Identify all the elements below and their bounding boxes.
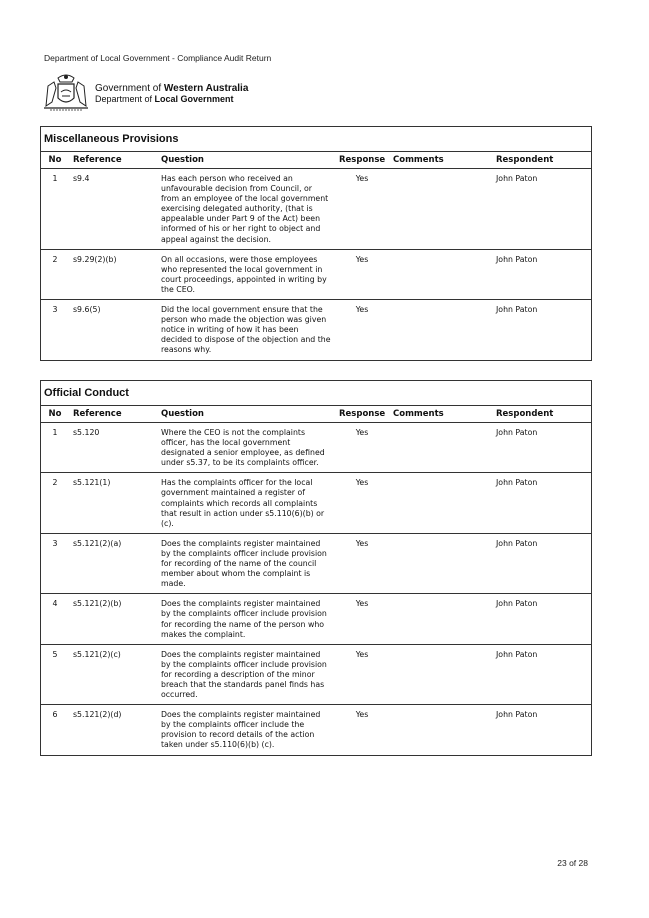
cell-response: Yes bbox=[355, 710, 369, 720]
cell-no: 5 bbox=[41, 644, 69, 704]
cell-response: Yes bbox=[335, 249, 389, 299]
col-no: No bbox=[41, 152, 69, 169]
cell-question: Does the complaints register maintained by the complaints officer include provision for recording a description of the minor breach that the standards panel finds has occurred. bbox=[157, 644, 335, 704]
cell-reference: s5.121(2)(c) bbox=[69, 644, 157, 704]
cell-respondent: John Paton bbox=[492, 473, 591, 533]
cell-no: 1 bbox=[41, 169, 69, 250]
cell-reference: s5.121(1) bbox=[69, 473, 157, 533]
cell-question: On all occasions, were those employees who represented the local government in court proceedings, appointed in writing by the CEO. bbox=[157, 249, 335, 299]
cell-response: Yes bbox=[335, 473, 389, 533]
table-header-row bbox=[41, 152, 591, 169]
table-row bbox=[41, 249, 591, 299]
section-title: Official Conduct bbox=[41, 381, 591, 406]
cell-no: 6 bbox=[52, 710, 58, 720]
cell-reference: s9.4 bbox=[69, 169, 157, 250]
page-number: 23 of 28 bbox=[557, 858, 588, 868]
cell-comments bbox=[389, 644, 492, 704]
cell-no: 2 bbox=[41, 473, 69, 533]
col-respondent: Respondent bbox=[492, 406, 591, 423]
cell-comments bbox=[389, 169, 492, 250]
cell-respondent: John Paton bbox=[492, 644, 591, 704]
cell-comments bbox=[389, 473, 492, 533]
cell-comments bbox=[389, 300, 492, 360]
misc-table bbox=[41, 152, 591, 360]
cell-respondent: John Paton bbox=[492, 594, 591, 644]
col-respondent: Respondent bbox=[492, 152, 591, 169]
government-branding bbox=[95, 84, 248, 104]
cell-no: 4 bbox=[41, 594, 69, 644]
cell-reference: s9.29(2)(b) bbox=[69, 249, 157, 299]
cell-no: 3 bbox=[52, 305, 58, 315]
cell-comments bbox=[389, 249, 492, 299]
cell-reference: s5.120 bbox=[69, 423, 157, 473]
cell-reference: s5.121(2)(d) bbox=[73, 710, 122, 720]
table-header-row bbox=[41, 406, 591, 423]
cell-respondent: John Paton bbox=[496, 710, 538, 720]
cell-question: Does the complaints register maintained by the complaints officer include the provision to record details of the action taken under s5.110(6)(b) (c). bbox=[161, 710, 321, 750]
col-comments: Comments bbox=[389, 406, 492, 423]
cell-comments bbox=[389, 594, 492, 644]
table-row bbox=[41, 423, 591, 473]
cell-reference: s5.121(2)(a) bbox=[69, 533, 157, 593]
table-row bbox=[41, 473, 591, 533]
cell-comments bbox=[389, 423, 492, 473]
col-comments: Comments bbox=[389, 152, 492, 169]
crest-logo-icon bbox=[40, 72, 92, 112]
table-row bbox=[41, 644, 591, 704]
cell-reference: s5.121(2)(b) bbox=[69, 594, 157, 644]
cell-response: Yes bbox=[335, 594, 389, 644]
table-row bbox=[41, 533, 591, 593]
col-response: Response bbox=[335, 152, 389, 169]
table-row bbox=[41, 594, 591, 644]
cell-question: Has the complaints officer for the local government maintained a register of complaints which records all complaints that result in action under s5.110(6)(b) or (c). bbox=[157, 473, 335, 533]
cell-respondent: John Paton bbox=[492, 533, 591, 593]
table-row bbox=[41, 169, 591, 250]
cell-question: Has each person who received an unfavourable decision from Council, or from an employee of the local government exercising delegated authority, (that is appealable under Part 9 of the Act) been informed of his or her right to object and appeal against the decision. bbox=[157, 169, 335, 250]
cell-response: Yes bbox=[335, 169, 389, 250]
cell-reference: s9.6(5) bbox=[73, 305, 101, 315]
gov-line-1: Government of Western Australia bbox=[95, 83, 249, 94]
cell-response: Yes bbox=[355, 305, 369, 315]
document-header-title: Department of Local Government - Compliance Audit Return bbox=[44, 53, 272, 63]
cell-response: Yes bbox=[335, 644, 389, 704]
table-row bbox=[41, 300, 591, 360]
col-question: Question bbox=[157, 406, 335, 423]
section-official-conduct bbox=[40, 380, 592, 756]
table-row bbox=[41, 705, 591, 755]
cell-question: Does the complaints register maintained by the complaints officer include provision for recording the name of the person who makes the complaint. bbox=[157, 594, 335, 644]
official-table bbox=[41, 406, 591, 755]
gov-line-2: Department of Local Government bbox=[95, 94, 234, 104]
cell-response: Yes bbox=[335, 533, 389, 593]
cell-no: 1 bbox=[41, 423, 69, 473]
cell-no: 3 bbox=[41, 533, 69, 593]
section-miscellaneous-provisions bbox=[40, 126, 592, 361]
col-reference: Reference bbox=[69, 152, 157, 169]
section-title: Miscellaneous Provisions bbox=[41, 127, 591, 152]
cell-no: 2 bbox=[41, 249, 69, 299]
col-reference: Reference bbox=[69, 406, 157, 423]
cell-comments bbox=[389, 705, 492, 755]
cell-response: Yes bbox=[335, 423, 389, 473]
col-question: Question bbox=[157, 152, 335, 169]
cell-respondent: John Paton bbox=[492, 169, 591, 250]
cell-question: Where the CEO is not the complaints officer, has the local government designated a senior employee, as defined under s5.37, to be its complaints officer. bbox=[157, 423, 335, 473]
cell-respondent: John Paton bbox=[492, 249, 591, 299]
col-response: Response bbox=[335, 406, 389, 423]
col-no: No bbox=[41, 406, 69, 423]
cell-question: Did the local government ensure that the person who made the objection was given notice in writing of how it has been decided to dispose of the objection and the reasons why. bbox=[161, 305, 331, 355]
cell-respondent: John Paton bbox=[492, 423, 591, 473]
cell-question: Does the complaints register maintained by the complaints officer include provision for recording of the name of the council member about whom the complaint is made. bbox=[157, 533, 335, 593]
cell-comments bbox=[389, 533, 492, 593]
cell-respondent: John Paton bbox=[496, 305, 538, 315]
